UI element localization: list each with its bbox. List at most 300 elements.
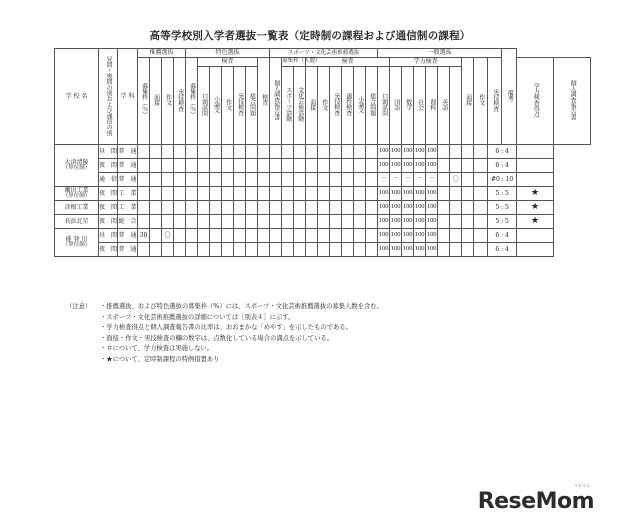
- subject-score-cell: 100: [390, 187, 402, 201]
- empty-cell: [330, 159, 342, 173]
- ippan-jitsugi-cell: [474, 173, 488, 187]
- course-cell: 普 通: [118, 243, 138, 257]
- ippan-jitsugi-cell: [474, 229, 488, 243]
- period-cell: 夜 間: [99, 201, 118, 215]
- empty-cell: [258, 145, 270, 159]
- ippan-jitsugi-cell: [474, 145, 488, 159]
- col-school: 学 校 名: [55, 49, 99, 145]
- empty-cell: [342, 173, 354, 187]
- biko-cell: ★: [517, 201, 554, 215]
- col-kojin-chosa: 個人調査報告書: [554, 58, 591, 145]
- period-cell: 夜 間: [99, 215, 118, 229]
- empty-cell: [186, 201, 198, 215]
- group-ippan: 一般選抜: [378, 49, 502, 58]
- col-sp-sogo: 総合問題: [366, 67, 378, 145]
- empty-cell: [282, 159, 294, 173]
- empty-cell: [246, 145, 258, 159]
- empty-cell: [282, 145, 294, 159]
- subject-score-cell: 100: [414, 145, 426, 159]
- empty-cell: [270, 215, 282, 229]
- empty-cell: [354, 201, 366, 215]
- suisen-waku-cell: [138, 145, 150, 159]
- ratio-cell: 5 : 5: [488, 187, 517, 201]
- suisen-sakubun-cell: [162, 201, 174, 215]
- empty-cell: [198, 215, 210, 229]
- ratio-cell: 6 : 4: [488, 243, 517, 257]
- empty-cell: [354, 187, 366, 201]
- empty-cell: [222, 201, 234, 215]
- empty-cell: [318, 201, 330, 215]
- subject-score-cell: 100: [390, 145, 402, 159]
- suisen-jitsugi-cell: [174, 159, 186, 173]
- subject-score-cell: 100: [414, 187, 426, 201]
- empty-cell: [222, 229, 234, 243]
- ippan-sakubun-cell: [462, 243, 474, 257]
- empty-cell: [186, 145, 198, 159]
- ratio-cell: 5 : 5: [488, 215, 517, 229]
- empty-cell: [270, 187, 282, 201]
- empty-cell: [222, 159, 234, 173]
- empty-cell: [306, 159, 318, 173]
- empty-cell: [318, 243, 330, 257]
- suisen-jitsugi-cell: [174, 173, 186, 187]
- ippan-mensetsu-cell: [450, 145, 462, 159]
- suisen-mensetsu-cell: [150, 187, 162, 201]
- school-name: [55, 201, 99, 215]
- empty-cell: [366, 243, 378, 257]
- subject-score-cell: －: [378, 173, 390, 187]
- suisen-jitsugi-cell: [174, 215, 186, 229]
- empty-cell: [342, 145, 354, 159]
- col-shakai: 社会: [414, 67, 426, 145]
- table-row: [55, 173, 591, 187]
- suisen-sakubun-cell: [162, 243, 174, 257]
- gakuryoku-blank-cell: [438, 145, 450, 159]
- suisen-jitsugi-cell: [174, 229, 186, 243]
- subject-score-cell: 100: [378, 243, 390, 257]
- empty-cell: [330, 243, 342, 257]
- empty-cell: [354, 159, 366, 173]
- biko-cell: [517, 159, 554, 173]
- biko-cell: ★: [517, 215, 554, 229]
- suisen-sakubun-cell: 〇: [162, 229, 174, 243]
- empty-cell: [198, 145, 210, 159]
- suisen-mensetsu-cell: [150, 229, 162, 243]
- empty-cell: [210, 187, 222, 201]
- empty-cell: [246, 201, 258, 215]
- suisen-mensetsu-cell: [150, 159, 162, 173]
- col-biko: 備考: [502, 49, 517, 145]
- subject-score-cell: 100: [426, 145, 438, 159]
- biko-cell: [517, 145, 554, 159]
- subject-score-cell: 100: [390, 201, 402, 215]
- ippan-mensetsu-cell: [450, 243, 462, 257]
- empty-cell: [366, 201, 378, 215]
- suisen-sakubun-cell: [162, 187, 174, 201]
- subject-score-cell: 100: [378, 215, 390, 229]
- empty-cell: [354, 145, 366, 159]
- empty-cell: [318, 229, 330, 243]
- empty-cell: [198, 173, 210, 187]
- school-note: （単位制）: [62, 164, 91, 171]
- empty-cell: [330, 173, 342, 187]
- col-sp-sports: スポーツ活動: [282, 67, 294, 145]
- suisen-jitsugi-cell: [174, 201, 186, 215]
- empty-cell: [222, 173, 234, 187]
- suisen-sakubun-cell: [162, 145, 174, 159]
- empty-cell: [258, 201, 270, 215]
- empty-cell: [294, 173, 306, 187]
- page-title: 高等学校別入学者選抜一覧表（定時制の課程および通信制の課程）: [149, 30, 471, 42]
- subject-score-cell: 100: [414, 243, 426, 257]
- course-cell: 総 合: [118, 215, 138, 229]
- empty-cell: [282, 243, 294, 257]
- col-suisen-jitsugi: 実技検査: [174, 58, 186, 145]
- empty-cell: [366, 229, 378, 243]
- empty-cell: [294, 201, 306, 215]
- empty-cell: [282, 215, 294, 229]
- col-tk-sakubun: 作文: [222, 67, 234, 145]
- course-cell: 工 業: [118, 187, 138, 201]
- col-tk-koto: 口頭試問: [198, 67, 210, 145]
- suisen-jitsugi-cell: [174, 243, 186, 257]
- col-hiritsu: 学力検査得点: [517, 58, 554, 145]
- empty-cell: [258, 187, 270, 201]
- empty-cell: [330, 187, 342, 201]
- col-ippan-mensetsu: 面接: [462, 58, 474, 145]
- ippan-sakubun-cell: [462, 215, 474, 229]
- empty-cell: [198, 243, 210, 257]
- empty-cell: [306, 243, 318, 257]
- empty-cell: [210, 159, 222, 173]
- logo-subtext: リセマム: [574, 483, 590, 488]
- subject-score-cell: 100: [426, 215, 438, 229]
- suisen-mensetsu-cell: [150, 243, 162, 257]
- notes-label: （注意）: [66, 303, 92, 310]
- subject-score-cell: 100: [426, 229, 438, 243]
- empty-cell: [354, 243, 366, 257]
- gakuryoku-blank-cell: [438, 201, 450, 215]
- period-cell: 通 信: [99, 173, 118, 187]
- empty-cell: [234, 243, 246, 257]
- gakuryoku-blank-cell: [438, 229, 450, 243]
- empty-cell: [210, 243, 222, 257]
- suisen-waku-cell: [138, 215, 150, 229]
- school-name-text: 大津清陵: [64, 158, 89, 166]
- empty-cell: [306, 173, 318, 187]
- col-tokushoku-kojin: 個人調査報告書: [270, 58, 282, 145]
- suisen-waku-cell: [138, 243, 150, 257]
- school-name-text: 彦根工業: [64, 203, 89, 211]
- empty-cell: [354, 229, 366, 243]
- subject-score-cell: 100: [378, 187, 390, 201]
- col-eigo: 英語: [438, 67, 450, 145]
- col-suisen-sakubun: 作文: [162, 58, 174, 145]
- col-suisen-mensetsu: 面接: [150, 58, 162, 145]
- empty-cell: [282, 229, 294, 243]
- course-cell: 普 通: [118, 145, 138, 159]
- empty-cell: [342, 201, 354, 215]
- subject-score-cell: 100: [402, 215, 414, 229]
- subject-score-cell: 100: [402, 145, 414, 159]
- subject-score-cell: 100: [378, 229, 390, 243]
- empty-cell: [306, 187, 318, 201]
- empty-cell: [294, 215, 306, 229]
- note-item: ・推薦選抜、および特色選抜の募集枠（%）には、スポーツ・文化芸術推薦選抜の募集人数を含む。: [100, 303, 383, 310]
- subject-score-cell: 100: [414, 215, 426, 229]
- school-name: [55, 229, 99, 257]
- table-row: [55, 243, 591, 257]
- suisen-mensetsu-cell: [150, 201, 162, 215]
- empty-cell: [198, 229, 210, 243]
- ippan-sakubun-cell: [462, 201, 474, 215]
- subject-score-cell: 100: [414, 229, 426, 243]
- empty-cell: [234, 187, 246, 201]
- empty-cell: [282, 187, 294, 201]
- gakuryoku-blank-cell: [438, 215, 450, 229]
- group-tokushoku-kensa: 検査: [198, 58, 258, 67]
- subject-score-cell: 100: [378, 159, 390, 173]
- empty-cell: [306, 229, 318, 243]
- empty-cell: [270, 243, 282, 257]
- empty-cell: [330, 215, 342, 229]
- empty-cell: [210, 215, 222, 229]
- biko-cell: [517, 243, 554, 257]
- ippan-jitsugi-cell: [474, 215, 488, 229]
- course-cell: 普 通: [118, 173, 138, 187]
- school-name-text: 能 登 川: [65, 235, 88, 243]
- note-item: ・＃について、学力検査は実施しない。: [100, 345, 214, 353]
- empty-cell: [222, 243, 234, 257]
- group-sports: スポーツ・文化芸術推薦選抜: [270, 49, 378, 58]
- col-sp-bunka: 文化芸術活動: [294, 67, 306, 145]
- school-name-text: 瀬田工業: [64, 186, 89, 194]
- school-name: [55, 145, 99, 187]
- empty-cell: [234, 145, 246, 159]
- col-tokushoku-kensa-extra: 検査: [258, 58, 270, 145]
- empty-cell: [366, 215, 378, 229]
- empty-cell: [186, 229, 198, 243]
- subject-score-cell: －: [414, 173, 426, 187]
- period-cell: 夜 間: [99, 159, 118, 173]
- gakuryoku-blank-cell: [438, 173, 450, 187]
- gakuryoku-blank-cell: [438, 187, 450, 201]
- subject-score-cell: －: [390, 173, 402, 187]
- suisen-sakubun-cell: [162, 215, 174, 229]
- subject-score-cell: 100: [426, 243, 438, 257]
- empty-cell: [186, 215, 198, 229]
- suisen-sakubun-cell: [162, 173, 174, 187]
- subject-score-cell: 100: [402, 229, 414, 243]
- subject-score-cell: 100: [426, 201, 438, 215]
- course-cell: 普 通: [118, 159, 138, 173]
- empty-cell: [294, 145, 306, 159]
- subject-score-cell: 100: [402, 187, 414, 201]
- empty-cell: [318, 145, 330, 159]
- empty-cell: [330, 201, 342, 215]
- ippan-mensetsu-cell: [450, 229, 462, 243]
- empty-cell: [294, 187, 306, 201]
- subject-score-cell: 100: [390, 229, 402, 243]
- suisen-mensetsu-cell: [150, 145, 162, 159]
- col-sp-sakubun: 作文: [318, 67, 330, 145]
- empty-cell: [186, 159, 198, 173]
- ippan-sakubun-cell: [462, 173, 474, 187]
- empty-cell: [342, 187, 354, 201]
- col-sp-tekisei: 適性検査: [342, 67, 354, 145]
- col-period: 昼間・夜間の別および通信の別: [99, 49, 118, 145]
- ippan-mensetsu-cell: [450, 159, 462, 173]
- suisen-waku-cell: [138, 159, 150, 173]
- table-row: [55, 229, 591, 243]
- col-suisen-waku: 募集枠（％）: [138, 58, 150, 145]
- ippan-jitsugi-cell: [474, 201, 488, 215]
- table-row: [55, 201, 591, 215]
- biko-cell: [517, 173, 554, 187]
- note-item: ・★について、定時制課程の特例措置あり: [100, 355, 220, 363]
- subject-score-cell: 100: [378, 201, 390, 215]
- group-tokushoku: 特色選抜: [186, 49, 270, 58]
- suisen-jitsugi-cell: [174, 145, 186, 159]
- ratio-cell: #0 : 10: [488, 173, 517, 187]
- note-item: ・学力検査得点と個人調査報告書の比率は、おおまかな「めやす」を示したものである。: [100, 324, 352, 332]
- logo-text: ReseMom: [477, 489, 594, 514]
- empty-cell: [330, 229, 342, 243]
- col-course: 学 科: [118, 49, 138, 145]
- table-row: [55, 187, 591, 201]
- subject-score-cell: 100: [426, 159, 438, 173]
- period-cell: 昼 間: [99, 145, 118, 159]
- ratio-cell: 6 : 4: [488, 159, 517, 173]
- ratio-cell: 5 : 5: [488, 201, 517, 215]
- empty-cell: [234, 159, 246, 173]
- empty-cell: [246, 215, 258, 229]
- school-name-text: 長浜北星: [64, 217, 89, 225]
- empty-cell: [186, 173, 198, 187]
- subject-score-cell: 100: [390, 159, 402, 173]
- col-gakuryoku-blank: [450, 67, 462, 145]
- col-sp-koto: 口頭試問: [378, 67, 390, 145]
- col-rika: 理科: [426, 67, 438, 145]
- ippan-sakubun-cell: [462, 145, 474, 159]
- subject-score-cell: 100: [390, 243, 402, 257]
- empty-cell: [246, 229, 258, 243]
- empty-cell: [318, 173, 330, 187]
- empty-cell: [354, 173, 366, 187]
- empty-cell: [354, 215, 366, 229]
- group-sports-kensa: 検査: [306, 58, 390, 67]
- empty-cell: [318, 187, 330, 201]
- empty-cell: [306, 145, 318, 159]
- empty-cell: [294, 159, 306, 173]
- school-note: （単位制）: [62, 192, 91, 199]
- period-cell: 昼 間: [99, 229, 118, 243]
- subject-score-cell: 100: [402, 159, 414, 173]
- empty-cell: [210, 201, 222, 215]
- subject-score-cell: －: [426, 173, 438, 187]
- empty-cell: [198, 159, 210, 173]
- suisen-waku-cell: 30: [138, 229, 150, 243]
- empty-cell: [234, 215, 246, 229]
- ippan-sakubun-cell: [462, 187, 474, 201]
- empty-cell: [330, 145, 342, 159]
- empty-cell: [366, 173, 378, 187]
- table-row: [55, 159, 591, 173]
- suisen-mensetsu-cell: [150, 215, 162, 229]
- suisen-waku-cell: [138, 173, 150, 187]
- course-cell: 工 業: [118, 201, 138, 215]
- empty-cell: [342, 229, 354, 243]
- empty-cell: [270, 229, 282, 243]
- suisen-waku-cell: [138, 201, 150, 215]
- empty-cell: [222, 215, 234, 229]
- empty-cell: [210, 173, 222, 187]
- empty-cell: [246, 243, 258, 257]
- col-sp-jitsugi: 実技検査: [330, 67, 342, 145]
- col-tk-shoronbun: 小論文: [210, 67, 222, 145]
- col-tokushoku-waku: 募集枠（％）: [186, 58, 198, 145]
- group-gakuryoku: 学力検査: [390, 58, 462, 67]
- ippan-sakubun-cell: [462, 159, 474, 173]
- empty-cell: [306, 201, 318, 215]
- subject-score-cell: 100: [402, 201, 414, 215]
- subject-score-cell: 100: [402, 243, 414, 257]
- empty-cell: [234, 173, 246, 187]
- empty-cell: [270, 173, 282, 187]
- school-note: （単位制）: [62, 241, 91, 248]
- subject-score-cell: 100: [378, 145, 390, 159]
- ippan-mensetsu-cell: 〇: [450, 173, 462, 187]
- ratio-cell: 6 : 4: [488, 229, 517, 243]
- suisen-sakubun-cell: [162, 159, 174, 173]
- notes: [66, 302, 383, 366]
- note-item: ・面接・作文・実技検査の欄の数字は、点数化している場合の満点を示している。: [100, 334, 333, 342]
- col-tk-jitsugi: 実技検査: [234, 67, 246, 145]
- empty-cell: [342, 243, 354, 257]
- empty-cell: [246, 187, 258, 201]
- empty-cell: [306, 215, 318, 229]
- empty-cell: [282, 201, 294, 215]
- empty-cell: [246, 159, 258, 173]
- empty-cell: [318, 159, 330, 173]
- subject-score-cell: －: [402, 173, 414, 187]
- suisen-jitsugi-cell: [174, 187, 186, 201]
- empty-cell: [270, 201, 282, 215]
- ratio-cell: 6 : 4: [488, 145, 517, 159]
- empty-cell: [282, 173, 294, 187]
- empty-cell: [234, 229, 246, 243]
- col-sports-ninzu: 募集枠（人数）: [282, 58, 306, 67]
- table-row: [55, 215, 591, 229]
- empty-cell: [222, 145, 234, 159]
- ippan-jitsugi-cell: [474, 187, 488, 201]
- col-tk-sogo: 総合問題: [246, 67, 258, 145]
- empty-cell: [258, 159, 270, 173]
- col-kokugo: 国語: [390, 67, 402, 145]
- empty-cell: [234, 201, 246, 215]
- empty-cell: [366, 187, 378, 201]
- empty-cell: [258, 215, 270, 229]
- empty-cell: [210, 229, 222, 243]
- empty-cell: [258, 229, 270, 243]
- group-suisen: 推薦選抜: [138, 49, 186, 58]
- gakuryoku-blank-cell: [438, 159, 450, 173]
- empty-cell: [318, 215, 330, 229]
- empty-cell: [270, 145, 282, 159]
- col-ippan-sakubun: 作文: [474, 58, 488, 145]
- ippan-mensetsu-cell: [450, 201, 462, 215]
- col-sp-mensetsu: 面接: [306, 67, 318, 145]
